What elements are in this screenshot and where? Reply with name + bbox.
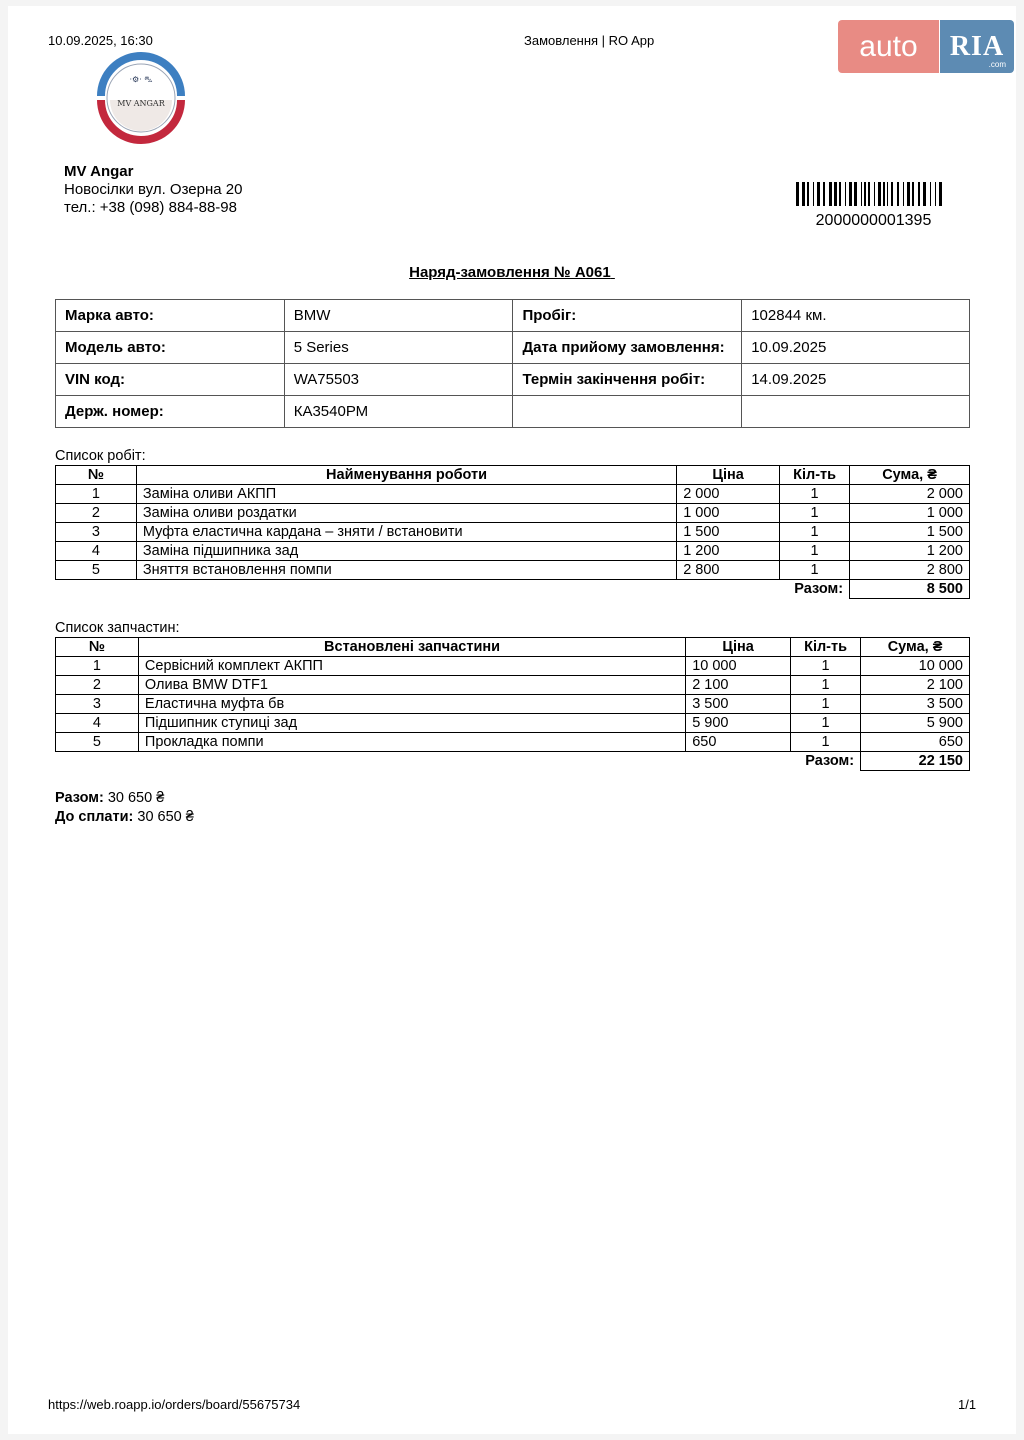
- row-number: 4: [56, 542, 137, 561]
- company-name: MV Angar: [64, 163, 134, 180]
- barcode-bar: [868, 182, 870, 206]
- column-header: Кіл-ть: [791, 638, 861, 657]
- barcode-bar: [813, 182, 814, 206]
- empty-cell: [56, 580, 780, 599]
- row-number: 2: [56, 504, 137, 523]
- row-qty: 1: [791, 657, 861, 676]
- info-label: Держ. номер:: [56, 396, 285, 428]
- row-number: 1: [56, 485, 137, 504]
- parts-header-row: [56, 638, 970, 657]
- row-price: 3 500: [686, 695, 791, 714]
- badge-ria-text: RIA: [949, 30, 1005, 62]
- logo-text: MV ANGAR: [117, 99, 165, 108]
- row-name: Зняття встановлення помпи: [136, 561, 676, 580]
- svg-text:·⚙· ⛍: ·⚙· ⛍: [129, 75, 153, 84]
- column-header: Найменування роботи: [136, 466, 676, 485]
- barcode-bar: [891, 182, 893, 206]
- barcode-bar: [839, 182, 841, 206]
- barcode-bar: [903, 182, 904, 206]
- barcode-bar: [939, 182, 942, 206]
- row-number: 5: [56, 561, 137, 580]
- barcode-bar: [887, 182, 888, 206]
- info-value: BMW: [284, 300, 513, 332]
- row-qty: 1: [791, 676, 861, 695]
- car-info-row: [56, 332, 970, 364]
- column-header: Кіл-ть: [780, 466, 850, 485]
- column-header: Сума, ₴: [861, 638, 970, 657]
- row-sum: 2 800: [850, 561, 970, 580]
- info-label: [513, 396, 742, 428]
- barcode-bar: [823, 182, 825, 206]
- barcode-block: [796, 182, 951, 229]
- column-header: Встановлені запчастини: [138, 638, 685, 657]
- total-row: [56, 580, 970, 599]
- row-name: Заміна підшипника зад: [136, 542, 676, 561]
- column-header: Ціна: [686, 638, 791, 657]
- row-name: Сервісний комплект АКПП: [138, 657, 685, 676]
- info-value: 5 Series: [284, 332, 513, 364]
- barcode-bar: [930, 182, 931, 206]
- row-number: 2: [56, 676, 139, 695]
- barcode-bar: [874, 182, 875, 206]
- column-header: Ціна: [677, 466, 780, 485]
- company-address: Новосілки вул. Озерна 20: [64, 181, 243, 198]
- total-label: Разом:: [805, 753, 855, 770]
- summary-due-value: 30 650 ₴: [137, 809, 194, 825]
- row-qty: 1: [791, 733, 861, 752]
- barcode-bar: [829, 182, 832, 206]
- mv-angar-logo: [96, 52, 186, 144]
- barcode-bar: [796, 182, 799, 206]
- table-row: [56, 542, 970, 561]
- barcode-bar: [935, 182, 936, 206]
- parts-table: [55, 637, 970, 771]
- row-sum: 2 000: [850, 485, 970, 504]
- row-sum: 3 500: [861, 695, 970, 714]
- badge-domain-text: .com: [988, 60, 1006, 69]
- info-value: WA75503: [284, 364, 513, 396]
- table-row: [56, 657, 970, 676]
- row-number: 5: [56, 733, 139, 752]
- info-value: [742, 396, 970, 428]
- info-value: 14.09.2025: [742, 364, 970, 396]
- totals-block: [55, 789, 194, 827]
- column-header: №: [56, 638, 139, 657]
- table-row: [56, 523, 970, 542]
- row-number: 3: [56, 523, 137, 542]
- barcode-bar: [918, 182, 920, 206]
- row-name: Муфта еластична кардана – зняти / встановити: [136, 523, 676, 542]
- table-row: [56, 485, 970, 504]
- table-row: [56, 676, 970, 695]
- order-title: Наряд-замовлення № A061: [409, 264, 611, 281]
- row-price: 1 000: [677, 504, 780, 523]
- empty-cell: [56, 752, 791, 771]
- car-info-table: [55, 299, 970, 428]
- row-qty: 1: [780, 542, 850, 561]
- row-qty: 1: [780, 485, 850, 504]
- row-name: Підшипник ступиці зад: [138, 714, 685, 733]
- barcode-bar: [802, 182, 805, 206]
- barcode-bar: [861, 182, 862, 206]
- info-label: Пробіг:: [513, 300, 742, 332]
- summary-due-label: До сплати:: [55, 809, 134, 825]
- info-value: 10.09.2025: [742, 332, 970, 364]
- row-price: 10 000: [686, 657, 791, 676]
- row-name: Прокладка помпи: [138, 733, 685, 752]
- row-price: 650: [686, 733, 791, 752]
- row-number: 1: [56, 657, 139, 676]
- total-value: 22 150: [861, 752, 970, 771]
- summary-total-value: 30 650 ₴: [107, 790, 165, 806]
- table-row: [56, 504, 970, 523]
- info-label: Модель авто:: [56, 332, 285, 364]
- row-qty: 1: [780, 523, 850, 542]
- company-block: [64, 163, 242, 217]
- row-number: 3: [56, 695, 139, 714]
- info-value: 102844 км.: [742, 300, 970, 332]
- total-value: 8 500: [850, 580, 970, 599]
- row-name: Заміна оливи роздатки: [136, 504, 676, 523]
- row-number: 4: [56, 714, 139, 733]
- barcode-bar: [897, 182, 899, 206]
- company-phone: тел.: +38 (098) 884-88-98: [64, 199, 237, 216]
- works-table: [55, 465, 970, 599]
- summary-total-label: Разом:: [55, 790, 104, 806]
- barcode-number: 2000000001395: [815, 212, 932, 229]
- barcode-bar: [854, 182, 857, 206]
- print-title: Замовлення | RO App: [524, 33, 655, 48]
- row-name: Олива BMW DTF1: [138, 676, 685, 695]
- table-row: [56, 714, 970, 733]
- row-price: 1 500: [677, 523, 780, 542]
- barcode-bar: [817, 182, 820, 206]
- barcode-bar: [864, 182, 866, 206]
- info-value: КА3540РМ: [284, 396, 513, 428]
- info-label: VIN код:: [56, 364, 285, 396]
- barcode-bar: [807, 182, 809, 206]
- barcode-image: [796, 182, 951, 208]
- row-price: 5 900: [686, 714, 791, 733]
- row-price: 1 200: [677, 542, 780, 561]
- row-sum: 10 000: [861, 657, 970, 676]
- barcode-bar: [845, 182, 846, 206]
- row-price: 2 000: [677, 485, 780, 504]
- car-info-row: [56, 396, 970, 428]
- barcode-bar: [883, 182, 885, 206]
- footer-pages: 1/1: [958, 1397, 977, 1412]
- barcode-bar: [849, 182, 852, 206]
- table-row: [56, 561, 970, 580]
- table-row: [56, 695, 970, 714]
- row-sum: 1 200: [850, 542, 970, 561]
- works-caption: Список робіт:: [55, 448, 146, 464]
- footer-url[interactable]: https://web.roapp.io/orders/board/55675734: [48, 1397, 301, 1412]
- row-sum: 1 000: [850, 504, 970, 523]
- barcode-bar: [834, 182, 837, 206]
- row-qty: 1: [780, 504, 850, 523]
- row-sum: 1 500: [850, 523, 970, 542]
- barcode-bar: [923, 182, 926, 206]
- row-sum: 650: [861, 733, 970, 752]
- row-price: 2 100: [686, 676, 791, 695]
- column-header: №: [56, 466, 137, 485]
- barcode-bar: [907, 182, 910, 206]
- info-label: Марка авто:: [56, 300, 285, 332]
- car-info-row: [56, 364, 970, 396]
- total-label: Разом:: [794, 581, 844, 598]
- print-datetime: 10.09.2025, 16:30: [48, 33, 153, 48]
- row-qty: 1: [780, 561, 850, 580]
- row-price: 2 800: [677, 561, 780, 580]
- table-row: [56, 733, 970, 752]
- row-sum: 2 100: [861, 676, 970, 695]
- row-name: Заміна оливи АКПП: [136, 485, 676, 504]
- badge-auto-part: auto: [838, 20, 939, 73]
- parts-caption: Список запчастин:: [55, 620, 180, 636]
- info-label: Термін закінчення робіт:: [513, 364, 742, 396]
- autoria-badge: [838, 20, 1014, 73]
- column-header: Сума, ₴: [850, 466, 970, 485]
- info-label: Дата прийому замовлення:: [513, 332, 742, 364]
- row-qty: 1: [791, 714, 861, 733]
- works-header-row: [56, 466, 970, 485]
- row-sum: 5 900: [861, 714, 970, 733]
- badge-ria-part: [940, 20, 1014, 73]
- row-name: Еластична муфта бв: [138, 695, 685, 714]
- barcode-bar: [912, 182, 914, 206]
- row-qty: 1: [791, 695, 861, 714]
- barcode-bar: [878, 182, 881, 206]
- total-row: [56, 752, 970, 771]
- car-info-row: [56, 300, 970, 332]
